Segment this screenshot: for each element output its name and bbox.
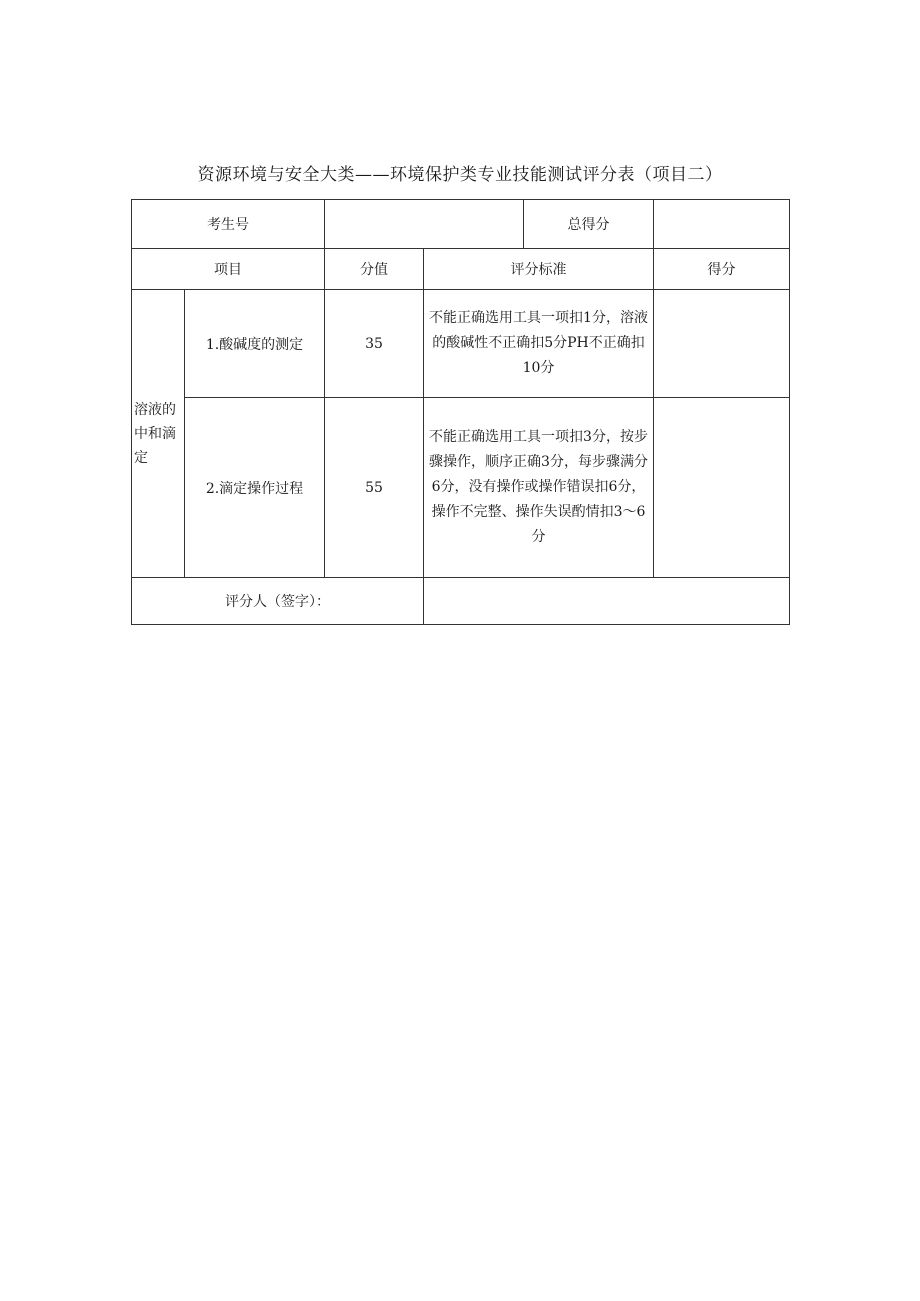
item-score-field[interactable]	[654, 290, 790, 398]
candidate-number-field[interactable]	[325, 200, 524, 249]
header-row	[132, 200, 790, 249]
score-table	[131, 199, 790, 625]
column-header-criteria: 评分标准	[424, 249, 654, 290]
total-score-label: 总得分	[524, 200, 654, 249]
grader-row	[132, 578, 790, 625]
total-score-field[interactable]	[654, 200, 790, 249]
grader-signature-label: 评分人（签字）：	[132, 578, 424, 625]
item-criteria: 不能正确选用工具一项扣1分，溶液的酸碱性不正确扣5分PH不正确扣10分	[424, 290, 654, 398]
column-header-points: 分值	[325, 249, 424, 290]
item-name: 1.酸碱度的测定	[185, 290, 325, 398]
item-name: 2.滴定操作过程	[185, 398, 325, 578]
grader-signature-field[interactable]	[424, 578, 790, 625]
column-header-item: 项目	[132, 249, 325, 290]
item-score-field[interactable]	[654, 398, 790, 578]
column-header-row	[132, 249, 790, 290]
page-title: 资源环境与安全大类——环境保护类专业技能测试评分表（项目二）	[197, 165, 723, 185]
item-points: 35	[325, 290, 424, 398]
table-row	[132, 398, 790, 578]
candidate-number-label: 考生号	[132, 200, 325, 249]
item-points: 55	[325, 398, 424, 578]
column-header-score: 得分	[654, 249, 790, 290]
item-criteria: 不能正确选用工具一项扣3分，按步骤操作，顺序正确3分，每步骤满分6分，没有操作或操作错误扣6分，操作不完整、操作失误酌情扣3～6分	[424, 398, 654, 578]
group-label: 溶液的中和滴定	[132, 290, 185, 578]
table-row	[132, 290, 790, 398]
